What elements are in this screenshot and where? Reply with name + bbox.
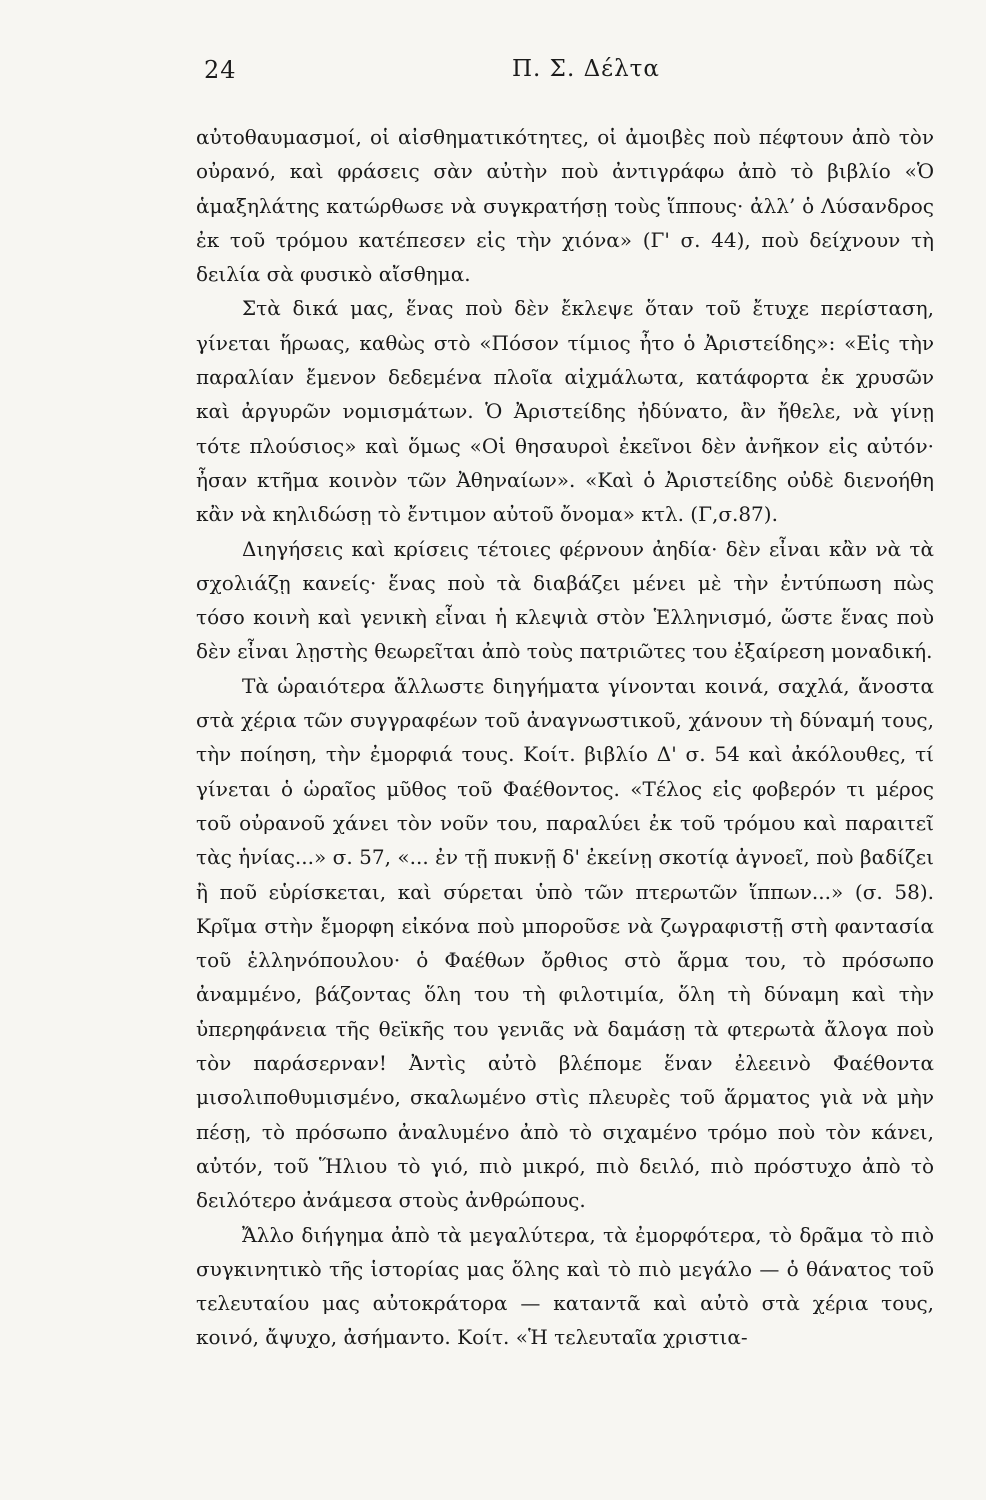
page-header [0, 56, 986, 88]
body-text [196, 120, 934, 1355]
paragraph-3: Διηγήσεις καὶ κρίσεις τέτοιες φέρνουν ἀηδία· δὲν εἶναι κἂν νὰ τὰ σχολιάζῃ κανείς· ἕνας ποὺ τὰ διαβάζει μένει μὲ τὴν ἐντύπωση πὼς τόσο κοινὴ καὶ γενικὴ εἶναι ἡ κλεψιὰ στὸν Ἑλληνισμό, ὥστε ἕνας ποὺ δὲν εἶναι λῃστὴς θεωρεῖται ἀπὸ τοὺς πατριῶτες του ἐξαίρεση μοναδική. [196, 536, 934, 664]
paragraph-1: αὐτοθαυμασμοί, οἱ αἰσθηματικότητες, οἱ ἀμοιβὲς ποὺ πέφτουν ἀπὸ τὸν οὐρανό, καὶ φράσεις σὰν αὐτὴν ποὺ ἀντιγράφω ἀπὸ τὸ βιβλίο «Ὁ ἁμαξηλάτης κατώρθωσε νὰ συγκρατήσῃ τοὺς ἵππους· ἀλλ’ ὁ Λύσανδρος ἐκ τοῦ τρόμου κατέπεσεν εἰς τὴν χιόνα» (Γ' σ. 44), ποὺ δείχνουν τὴ δειλία σὰ φυσικὸ αἴσθημα. [196, 125, 934, 287]
paragraph-5: Ἄλλο διήγημα ἀπὸ τὰ μεγαλύτερα, τὰ ἐμορφότερα, τὸ δρᾶμα τὸ πιὸ συγκινητικὸ τῆς ἱστορίας μας ὅλης καὶ τὸ πιὸ μεγάλο — ὁ θάνατος τοῦ τελευταίου μας αὐτοκράτορα — καταντᾶ καὶ αὐτὸ στὰ χέρια τους, κοινό, ἄψυχο, ἀσήμαντο. Κοίτ. «Ἡ τελευταῖα χριστια- [196, 1222, 934, 1350]
paragraph-2: Στὰ δικά μας, ἕνας ποὺ δὲν ἔκλεψε ὅταν τοῦ ἔτυχε περίσταση, γίνεται ἥρωας, καθὼς στὸ «Πόσον τίμιος ἦτο ὁ Ἀριστείδης»: «Εἰς τὴν παραλίαν ἔμενον δεδεμένα πλοῖα αἰχμάλωτα, κατάφορτα ἐκ χρυσῶν καὶ ἀργυρῶν νομισμάτων. Ὁ Ἀριστείδης ἠδύνατο, ἂν ἤθελε, νὰ γίνῃ τότε πλούσιος» καὶ ὅμως «Οἱ θησαυροὶ ἐκεῖνοι δὲν ἀνῆκον εἰς αὐτόν· ἦσαν κτῆμα κοινὸν τῶν Ἀθηναίων». «Καὶ ὁ Ἀριστείδης οὐδὲ διενοήθη κἂν νὰ κηλιδώσῃ τὸ ἔντιμον αὐτοῦ ὄνομα» κτλ. (Γ,σ.87). [196, 296, 934, 527]
paragraph-4: Τὰ ὡραιότερα ἄλλωστε διηγήματα γίνονται κοινά, σαχλά, ἄνοστα στὰ χέρια τῶν συγγραφέων τοῦ ἀναγνωστικοῦ, χάνουν τὴ δύναμή τους, τὴν ποίηση, τὴν ἐμορφιά τους. Κοίτ. βιβλίο Δ' σ. 54 καὶ ἀκόλουθες, τί γίνεται ὁ ὡραῖος μῦθος τοῦ Φαέθοντος. «Τέλος εἰς φοβερόν τι μέρος τοῦ οὐρανοῦ χάνει τὸν νοῦν του, παραλύει ἐκ τοῦ τρόμου καὶ παραιτεῖ τὰς ἡνίας...» σ. 57, «... ἐν τῇ πυκνῇ δ' ἐκείνῃ σκοτίᾳ ἀγνοεῖ, ποὺ βαδίζει ἢ ποῦ εὑρίσκεται, καὶ σύρεται ὑπὸ τῶν πτερωτῶν ἵππων...» (σ. 58). Κρῖμα στὴν ἔμορφη εἰκόνα ποὺ μποροῦσε νὰ ζωγραφιστῇ στὴ φαντασία τοῦ ἑλληνόπουλου· ὁ Φαέθων ὄρθιος στὸ ἅρμα του, τὸ πρόσωπο ἀναμμένο, βάζοντας ὅλη του τὴ φιλοτιμία, ὅλη τὴ δύναμη καὶ τὴν ὑπερηφάνεια τῆς θεϊκῆς του γενιᾶς νὰ δαμάσῃ τὰ φτερωτὰ ἄλογα ποὺ τὸν παράσερναν! Ἀντὶς αὐτὸ βλέπομε ἕναν ἐλεεινὸ Φαέθοντα μισολιποθυμισμένο, σκαλωμένο στὶς πλευρὲς τοῦ ἅρματος γιὰ νὰ μὴν πέσῃ, τὸ πρόσωπο ἀναλυμένο ἀπὸ τὸ σιχαμένο τρόμο ποὺ τὸν κάνει, αὐτόν, τοῦ Ἥλιου τὸ γιό, πιὸ μικρό, πιὸ δειλό, πιὸ πρόστυχο ἀπὸ τὸ δειλότερο ἀνάμεσα στοὺς ἀνθρώπους. [196, 673, 934, 1213]
page-number: 24 [204, 56, 237, 84]
running-head: Π. Σ. Δέλτα [512, 56, 660, 82]
